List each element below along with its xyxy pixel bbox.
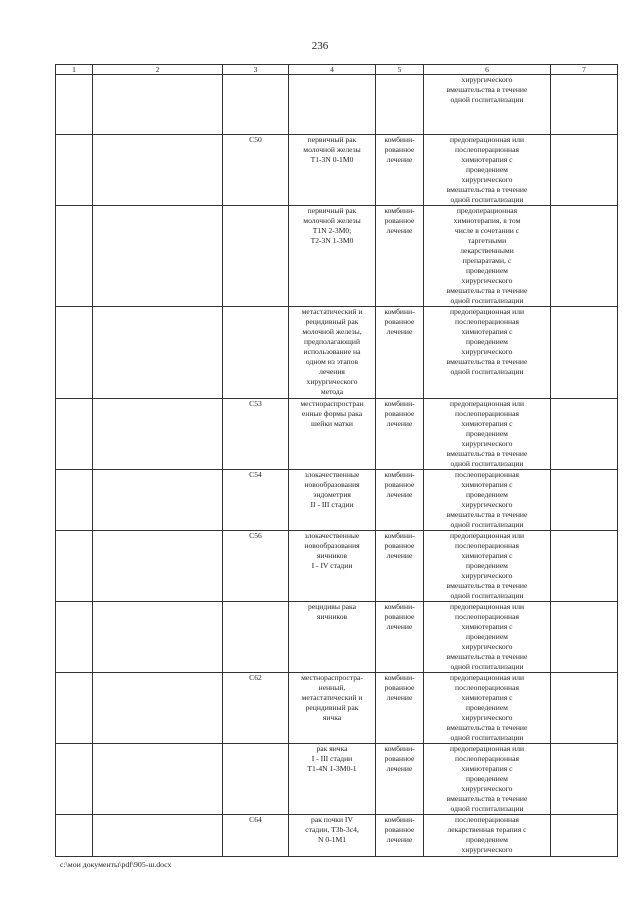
cell-empty — [551, 744, 618, 815]
icd-code-cell-text: С50 — [249, 135, 262, 144]
icd-code-cell — [223, 744, 289, 815]
treatment-method-cell — [424, 135, 551, 206]
table-row — [56, 673, 618, 744]
table-row — [56, 470, 618, 531]
diagnosis-cell-text: злокачественные новообразования эндометрия II - III стадии — [304, 470, 360, 509]
page-number: 236 — [311, 40, 329, 52]
cell-empty — [56, 206, 93, 307]
icd-code-cell — [223, 815, 289, 857]
table-row — [56, 307, 618, 399]
treatment-type-cell — [376, 531, 424, 602]
cell-empty — [93, 744, 223, 815]
cell-empty — [551, 673, 618, 744]
table-row — [56, 531, 618, 602]
diagnosis-cell — [289, 815, 376, 857]
treatment-method-cell — [424, 815, 551, 857]
icd-code-cell-text: С54 — [249, 470, 262, 479]
cell-empty — [93, 602, 223, 673]
treatment-method-cell-text: предоперационная или послеоперационная химиотерапия с проведением хирургического вмешательства в течение одной госпитализации — [446, 602, 528, 671]
cell-empty — [551, 135, 618, 206]
diagnosis-cell — [289, 307, 376, 399]
treatment-method-cell — [424, 531, 551, 602]
diagnosis-cell-text: рецидивы рака яичников — [308, 602, 356, 621]
cell-empty — [551, 307, 618, 399]
cell-empty — [56, 815, 93, 857]
cell-empty — [56, 470, 93, 531]
cell-empty — [551, 602, 618, 673]
treatment-method-cell-text: предоперационная или послеоперационная химиотерапия с проведением хирургического вмешательства в течение одной госпитализации — [446, 673, 528, 742]
treatment-method-cell-text: предоперационная или послеоперационная химиотерапия с проведением хирургического вмешательства в течение одной госпитализации — [446, 744, 528, 813]
cell-empty — [551, 399, 618, 470]
treatment-method-cell — [424, 307, 551, 399]
cell-empty — [551, 531, 618, 602]
icd-code-cell — [223, 531, 289, 602]
cell-empty — [56, 399, 93, 470]
treatment-type-cell — [376, 206, 424, 307]
diagnosis-cell-text: первичный рак молочной железы T1-3N 0-1M0 — [303, 135, 361, 164]
treatment-method-cell-text: предоперационная или послеоперационная химиотерапия с проведением хирургического вмешательства в течение одной госпитализации — [446, 307, 528, 376]
cell-empty — [93, 206, 223, 307]
diagnosis-cell-text: рак яичка I - III стадии T1-4N 1-3M0-1 — [307, 744, 357, 773]
treatment-type-cell-text: комбини- рованное лечение — [384, 673, 415, 702]
treatment-type-cell-text: комбини- рованное лечение — [384, 399, 415, 428]
treatment-type-cell — [376, 399, 424, 470]
diagnosis-cell — [289, 673, 376, 744]
icd-code-cell — [223, 135, 289, 206]
cell-empty — [56, 744, 93, 815]
cell-empty — [56, 307, 93, 399]
cell-empty — [93, 135, 223, 206]
cell-empty — [56, 602, 93, 673]
cell-empty — [93, 75, 223, 135]
cell-empty — [56, 531, 93, 602]
cell-empty — [56, 135, 93, 206]
treatment-type-cell — [376, 470, 424, 531]
treatment-method-cell — [424, 470, 551, 531]
treatment-method-cell-text: послеоперационная химиотерапия с проведением хирургического вмешательства в течение одной госпитализации — [446, 470, 528, 529]
column-number: 2 — [93, 65, 223, 75]
treatment-method-cell — [424, 75, 551, 135]
table-row — [56, 135, 618, 206]
icd-code-cell — [223, 307, 289, 399]
treatment-type-cell — [376, 744, 424, 815]
table-row — [56, 75, 618, 135]
diagnosis-cell — [289, 602, 376, 673]
icd-code-cell — [223, 470, 289, 531]
diagnosis-cell — [289, 135, 376, 206]
treatment-type-cell — [376, 75, 424, 135]
table-row — [56, 399, 618, 470]
icd-code-cell — [223, 673, 289, 744]
treatment-type-cell-text: комбини- рованное лечение — [384, 744, 415, 773]
cell-empty — [93, 531, 223, 602]
cell-empty — [93, 673, 223, 744]
diagnosis-cell — [289, 470, 376, 531]
file-path-footer: c:\мои документы\pdf\905-ш.docx — [60, 860, 172, 869]
diagnosis-cell-text: метастатический и рецидивный рак молочной железы, предполагающий использование на одном из этапов лечения хирургического метода — [301, 307, 363, 396]
procedures-table — [55, 64, 618, 857]
column-number: 1 — [56, 65, 93, 75]
diagnosis-cell — [289, 75, 376, 135]
column-number: 5 — [376, 65, 424, 75]
treatment-method-cell — [424, 399, 551, 470]
cell-empty — [56, 75, 93, 135]
diagnosis-cell-text: местнораспростран енные формы рака шейки матки — [300, 399, 364, 428]
treatment-method-cell-text: предоперационная или послеоперационная химиотерапия с проведением хирургического вмешательства в течение одной госпитализации — [446, 399, 528, 468]
treatment-type-cell-text: комбини- рованное лечение — [384, 135, 415, 164]
table-row — [56, 815, 618, 857]
treatment-type-cell-text: комбини- рованное лечение — [384, 602, 415, 631]
treatment-method-cell — [424, 673, 551, 744]
treatment-method-cell-text: послеоперационная лекарственная терапия с проведением хирургического — [447, 815, 527, 854]
treatment-method-cell-text: предоперационная химиотерапия, в том числе в сочетании с таргетными лекарственными препаратами, с проведением хирургического вмешательства в течение одной госпитализации — [446, 206, 528, 305]
icd-code-cell — [223, 399, 289, 470]
column-number: 4 — [289, 65, 376, 75]
cell-empty — [551, 815, 618, 857]
cell-empty — [551, 470, 618, 531]
icd-code-cell-text: С64 — [249, 815, 262, 824]
treatment-type-cell — [376, 307, 424, 399]
treatment-type-cell — [376, 135, 424, 206]
treatment-method-cell-text: предоперационная или послеоперационная химиотерапия с проведением хирургического вмешательства в течение одной госпитализации — [446, 531, 528, 600]
table-row — [56, 744, 618, 815]
treatment-method-cell — [424, 744, 551, 815]
treatment-method-cell-text: хирургического вмешательства в течение одной госпитализации — [446, 75, 528, 104]
table-row — [56, 602, 618, 673]
diagnosis-cell — [289, 531, 376, 602]
treatment-method-cell — [424, 602, 551, 673]
treatment-type-cell-text: комбини- рованное лечение — [384, 206, 415, 235]
cell-empty — [93, 470, 223, 531]
cell-empty — [93, 815, 223, 857]
icd-code-cell — [223, 75, 289, 135]
treatment-type-cell-text: комбини- рованное лечение — [384, 470, 415, 499]
treatment-method-cell-text: предоперационная или послеоперационная химиотерапия с проведением хирургического вмешательства в течение одной госпитализации — [446, 135, 528, 204]
column-number-row — [56, 65, 618, 75]
cell-empty — [93, 399, 223, 470]
treatment-type-cell-text: комбини- рованное лечение — [384, 815, 415, 844]
cell-empty — [551, 75, 618, 135]
diagnosis-cell — [289, 399, 376, 470]
icd-code-cell-text: С56 — [249, 531, 262, 540]
diagnosis-cell-text: местнораспростра- ненный, метастатический и рецидивный рак яичка — [301, 673, 363, 722]
icd-code-cell — [223, 602, 289, 673]
treatment-type-cell-text: комбини- рованное лечение — [384, 307, 415, 336]
cell-empty — [56, 673, 93, 744]
icd-code-cell — [223, 206, 289, 307]
column-number: 6 — [424, 65, 551, 75]
diagnosis-cell — [289, 744, 376, 815]
diagnosis-cell-text: рак почки IV стадии, T3b-3c4, N 0-1M1 — [305, 815, 359, 844]
treatment-type-cell — [376, 815, 424, 857]
cell-empty — [93, 307, 223, 399]
diagnosis-cell-text: злокачественные новообразования яичников I - IV стадии — [304, 531, 360, 570]
diagnosis-cell-text: первичный рак молочной железы T1N 2-3M0; T2-3N 1-3M0 — [303, 206, 361, 245]
treatment-type-cell — [376, 673, 424, 744]
diagnosis-cell — [289, 206, 376, 307]
treatment-type-cell-text: комбини- рованное лечение — [384, 531, 415, 560]
icd-code-cell-text: С53 — [249, 399, 262, 408]
icd-code-cell-text: С62 — [249, 673, 262, 682]
treatment-method-cell — [424, 206, 551, 307]
column-number: 3 — [223, 65, 289, 75]
table-row — [56, 206, 618, 307]
cell-empty — [551, 206, 618, 307]
treatment-type-cell — [376, 602, 424, 673]
column-number: 7 — [551, 65, 618, 75]
